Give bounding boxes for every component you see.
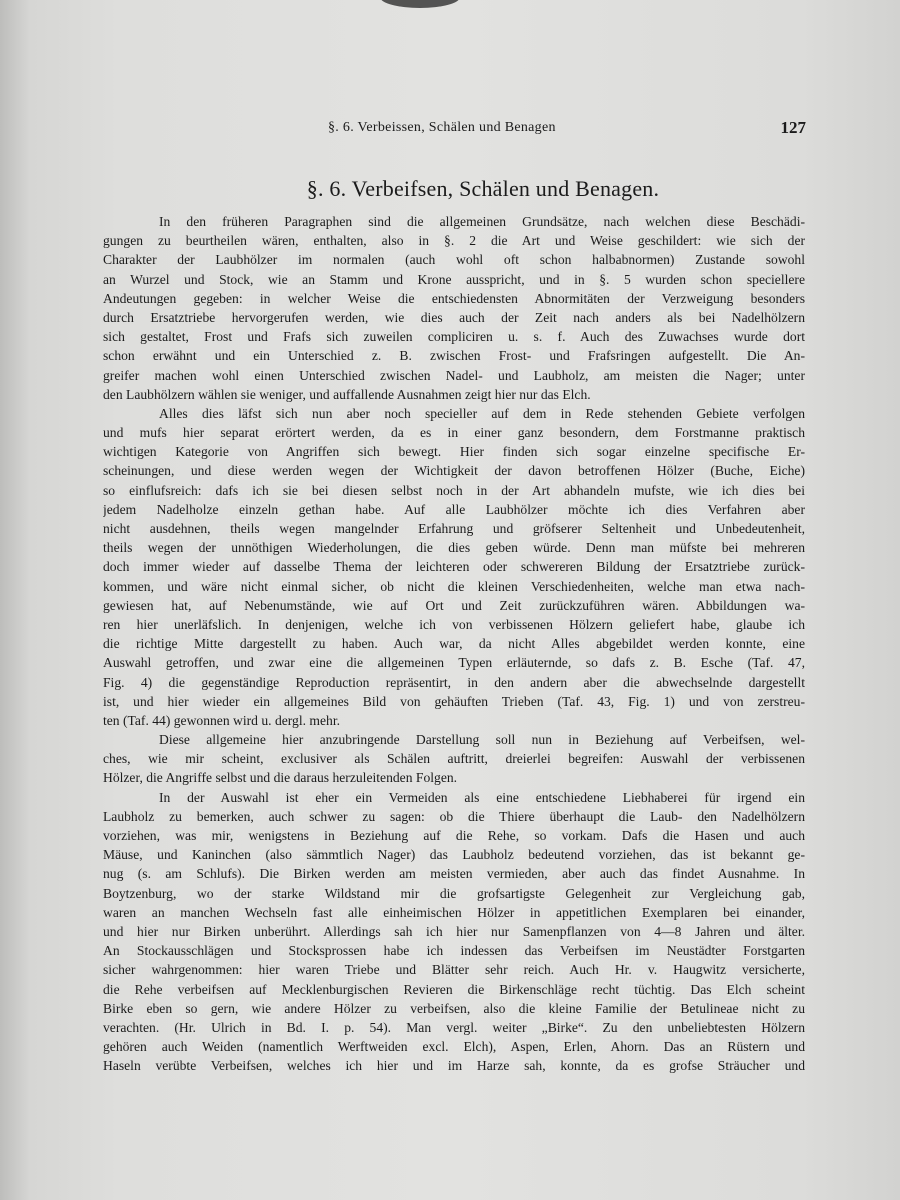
text-line: Diese allgemeine hier anzubringende Darstellung soll nun in Beziehung auf Verbeifsen, wel-: [159, 732, 805, 748]
text-line: ren hier unerläfslich. In denjenigen, welche ich von verbissenen Hölzern geliefert habe, glaube ich: [103, 616, 805, 632]
text-line: Haseln verübte Verbeifsen, welches ich hier und im Harze sah, konnte, da es grofse Sträucher und: [103, 1058, 805, 1074]
text-line: nicht ausdehnen, theils wegen mangelnder Erfahrung und gröfserer Seltenheit und Unbedeutenheit,: [103, 521, 805, 536]
text-line: Fig. 4) die gegenständige Reproduction repräsentirt, in den andern aber die abwechselnde dargestellt: [103, 674, 805, 690]
text-line: Mäuse, und Kaninchen (also sämmtlich Nager) das Laubholz bedeutend vorziehen, das ist bekannt ge-: [103, 847, 805, 863]
text-line: Auswahl getroffen, und zwar eine die allgemeinen Typen erläuternde, so dafs z. B. Esche (Taf. 47,: [103, 655, 805, 671]
text-line: Hölzer, die Angriffe selbst und die daraus herzuleitenden Folgen.: [103, 770, 458, 786]
text-line: gehören auch Weiden (namentlich Werftweiden excl. Elch), Aspen, Erlen, Ahorn. Das an Rüstern und: [103, 1039, 805, 1055]
text-line: die Rehe verbeifsen auf Mecklenburgischen Revieren die Birkenschläge recht tüchtig. Das Elch scheint: [103, 981, 805, 997]
section-title: §. 6. Verbeifsen, Schälen und Benagen.: [306, 176, 660, 201]
text-line: die richtige Mitte dargestellt zu haben. Auch war, da nicht Alles abgebildet werden konnte, eine: [103, 636, 805, 652]
text-line: sicher wahrgenommen: hier waren Triebe und Blätter sehr reich. Auch Hr. v. Haugwitz versicherte,: [103, 962, 805, 978]
body-text: [103, 212, 805, 1075]
text-line: durch Ersatztriebe hervorgerufen werden, wie dies auch der Zeit nach anders als bei Nadelhölzern: [103, 309, 805, 325]
text-line: waren an manchen Wechseln fast alle einheimischen Hölzer in appetitlichen Exemplaren bei einander,: [103, 904, 805, 920]
text-line: so einflufsreich: dafs ich sie bei diesen selbst noch in der Art abhandeln mufste, wie ich dies bei: [103, 482, 805, 498]
text-line: jedem Nadelholze einzeln gethan habe. Auf alle Laubhölzer möchte ich dies Verfahren aber: [103, 501, 805, 517]
text-line: scheinungen, und diese werden wegen der Wichtigkeit der davon betroffenen Hölzer (Buche, Eiche): [103, 463, 805, 479]
text-line: den Laubhölzern wählen sie weniger, und auffallende Ausnahmen zeigt hier nur das Elch.: [103, 386, 591, 402]
text-line: und mufs hier separat erörtert werden, da es in einer ganz besondern, dem Forstmanne praktisch: [103, 425, 805, 441]
text-line: Laubholz zu bemerken, auch schwer zu sagen: ob die Thiere überhaupt die Laub- den Nadelhölzern: [103, 808, 805, 824]
text-line: Charakter der Laubhölzer im normalen (auch wohl oft schon halbabnormen) Zustande sowohl: [103, 252, 805, 268]
text-line: In der Auswahl ist eher ein Vermeiden als eine entschiedene Liebhaberei für irgend ein: [159, 789, 805, 805]
page-number: 127: [780, 118, 806, 137]
text-line: Birke eben so gern, wie andere Hölzer zu verbeifsen, also die kleine Familie der Betulineae nicht zu: [103, 1000, 805, 1016]
text-line: Boytzenburg, wo der starke Wildstand mir die grofsartigste Gelegenheit zur Vergleichung gab,: [103, 885, 805, 901]
text-line: In den früheren Paragraphen sind die allgemeinen Grundsätze, nach welchen diese Beschädi-: [159, 214, 805, 229]
text-line: kommen, und wäre nicht einmal sicher, ob nicht die kleinen Verschiedenheiten, welche man etwa nach-: [103, 578, 805, 594]
text-line: nug (s. am Schlufs). Die Birken werden am meisten vermieden, aber auch das findet Ausnahme. In: [103, 866, 805, 882]
text-line: schon erwähnt und ein Unterschied z. B. zwischen Frost- und Frafsringen aufgestellt. Die An-: [103, 348, 805, 364]
text-line: gungen zu beurtheilen wären, enthalten, also in §. 2 die Art und Weise geschildert: wie sich der: [103, 233, 805, 249]
text-line: Andeutungen gegeben: in welcher Weise die entschiedensten Abnormitäten der Verzweigung besonders: [103, 290, 805, 306]
text-line: greifer machen wohl einen Unterschied zwischen Nadel- und Laubholz, am meisten die Nager; unter: [103, 367, 805, 383]
running-head: [160, 118, 806, 140]
text-line: ist, und hier wieder ein allgemeines Bild von gehäuften Trieben (Taf. 43, Fig. 1) und von zerstreu-: [103, 693, 805, 709]
text-line: und hier nur Birken unberührt. Allerdings sah ich hier nur Samenpflanzen von 4—8 Jahren und älter.: [103, 923, 805, 939]
text-line: ches, wie mir scheint, exclusiver als Schälen auftritt, dreierlei begreifen: Auswahl der verbissenen: [103, 751, 805, 767]
text-line: theils wegen der unnöthigen Wiederholungen, die dies geben würde. Denn man müfste bei mehreren: [103, 540, 805, 556]
text-line: an Wurzel und Stock, wie an Stamm und Krone ausspricht, und in §. 5 wurden schon speciellere: [103, 271, 805, 287]
ink-blot: [380, 0, 460, 8]
text-line: ten (Taf. 44) gewonnen wird u. dergl. mehr.: [103, 712, 341, 728]
text-line: wichtigen Kategorie von Angriffen sich bewegt. Hier finden sich sogar einzelne specifische Er-: [103, 444, 805, 460]
text-line: An Stockausschlägen und Stocksprossen habe ich indessen das Verbeifsen im Neustädter Forstgarten: [103, 943, 805, 959]
running-head-title: §. 6. Verbeissen, Schälen und Benagen: [328, 120, 556, 135]
text-line: sich gestaltet, Frost und Frafs sich zuweilen compliciren u. s. f. Auch des Zuwachses wurde dort: [103, 329, 805, 345]
text-line: verachten. (Hr. Ulrich in Bd. I. p. 54). Man vergl. weiter „Birke“. Zu den unbeliebtesten Hölzern: [103, 1019, 805, 1035]
text-line: gewiesen hat, auf Nebenumstände, wie auf Ort und Zeit zurückzuführen wären. Abbildungen wa-: [103, 597, 805, 613]
text-line: Alles dies läfst sich nun aber noch specieller auf dem in Rede stehenden Gebiete verfolgen: [159, 405, 805, 421]
text-line: vorziehen, was mir, wenigstens in Beziehung auf die Rehe, so vorkam. Dafs die Hasen und auch: [103, 828, 805, 843]
text-line: doch immer wieder auf dasselbe Thema der leichteren oder schwereren Bildung der Ersatztriebe zurück-: [103, 559, 805, 575]
